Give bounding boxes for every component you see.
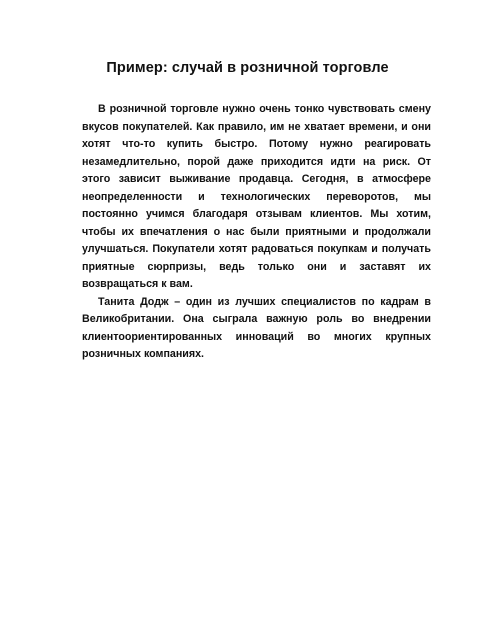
page-title: Пример: случай в розничной торговле xyxy=(106,60,389,76)
paragraph-author-note: Танита Додж – один из лучших специалистов по кадрам в Великобритании. Она сыграла важную роль во внедрении клиентоориентированных инноваций во многих крупных розничных компаниях. xyxy=(82,295,431,360)
body-text xyxy=(82,101,431,364)
paragraph-retail-case: В розничной торговле нужно очень тонко чувствовать смену вкусов покупателей. Как правило, им не хватает времени, и они хотят что-то купить быстро. Потому нужно реагировать незамедлительно, порой даже приходится идти на риск. От этого зависит выживание продавца. Сегодня, в атмосфере неопределенности и технологических переворотов, мы постоянно учимся благодаря отзывам клиентов. Мы хотим, чтобы их впечатления о нас были приятными и продолжали улучшаться. Покупатели хотят радоваться покупкам и получать приятные сюрпризы, ведь только они и заставят их возвращаться к вам. xyxy=(82,103,431,290)
